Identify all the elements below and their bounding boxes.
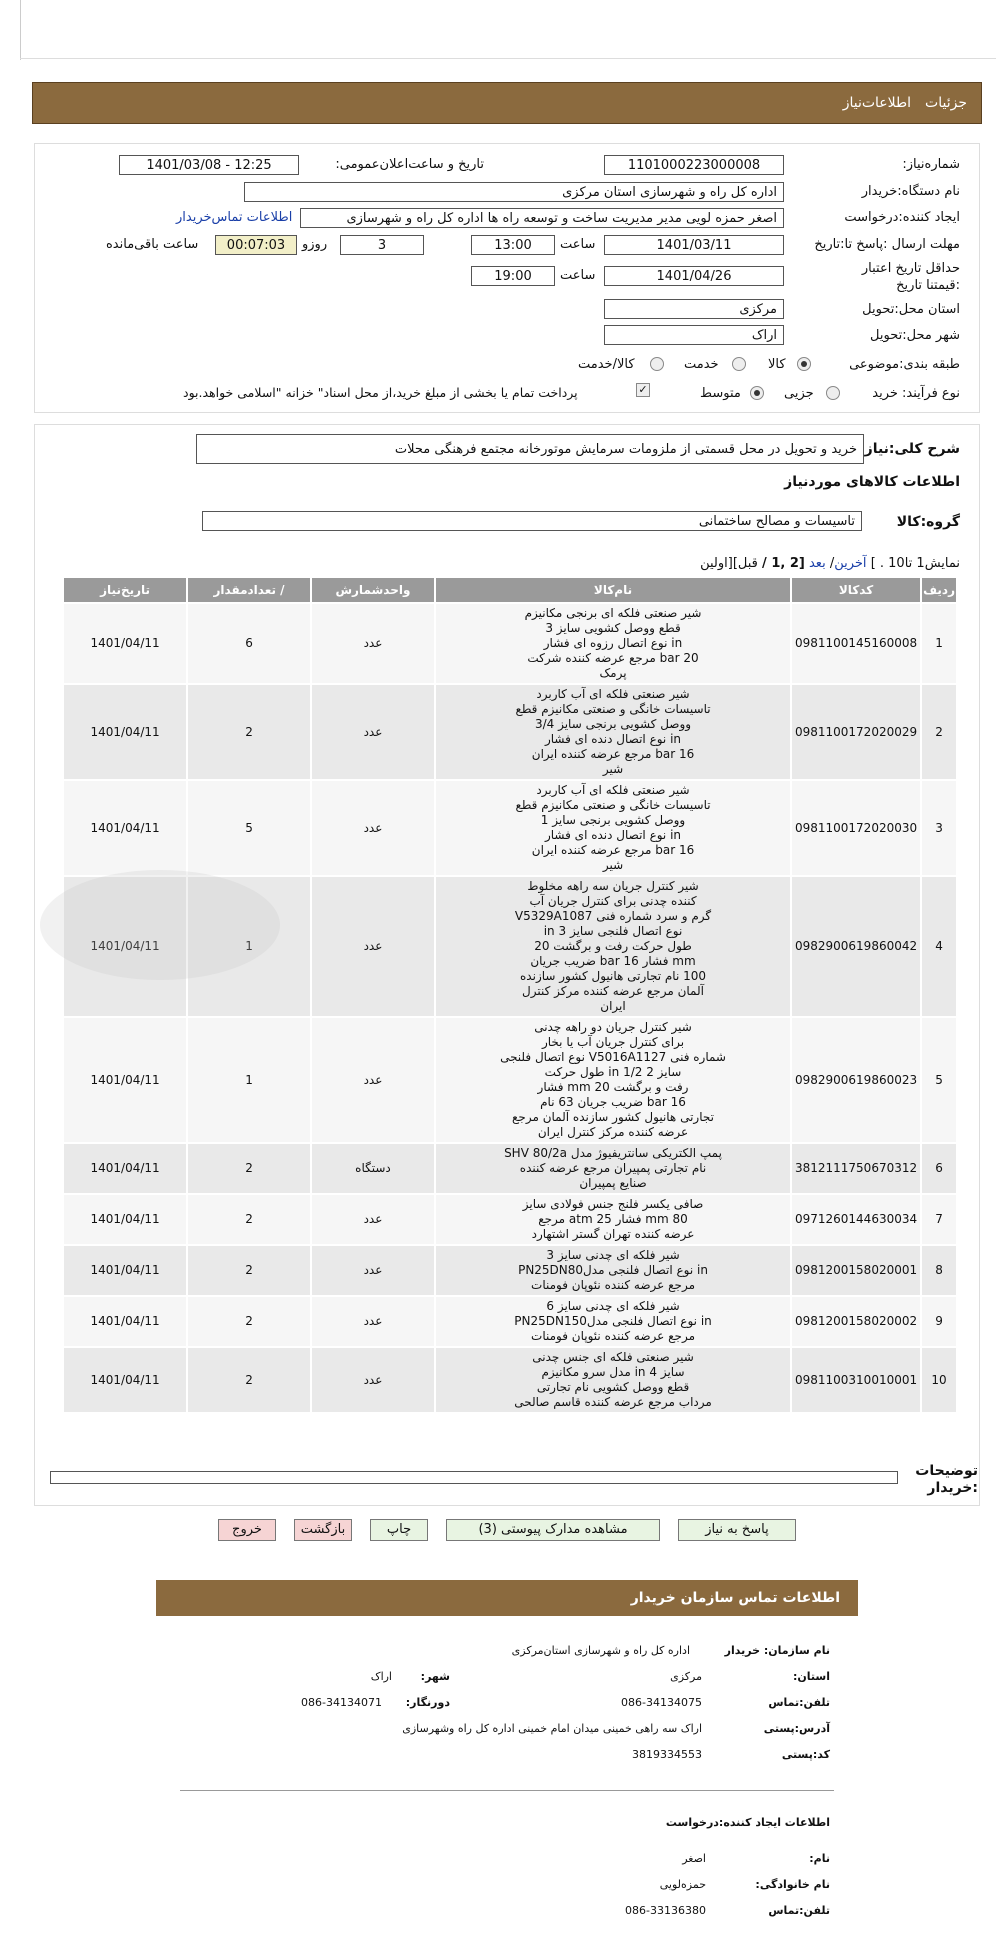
cell-unit: عدد	[312, 1348, 434, 1412]
item-name-line: صافی یکسر فلنج جنس فولادی سایز	[522, 1197, 704, 1211]
items-table-body	[64, 604, 956, 1412]
cell-unit: عدد	[312, 1246, 434, 1295]
creator-field: اصغر حمزه لویی مدیر مدیریت ساخت و توسعه راه ها اداره کل راه و شهرسازی	[300, 208, 784, 228]
item-name-line: ایران	[600, 999, 626, 1013]
item-name-line: شیر کنترل جریان دو راهه چدنی	[534, 1020, 692, 1034]
pager-prev-first[interactable]: قبل][اولین	[700, 556, 758, 571]
cell-quantity: 2	[188, 1195, 310, 1244]
cell-row-number: 3	[922, 781, 956, 875]
reply-button[interactable]: پاسخ به نیاز	[678, 1519, 796, 1541]
validity-time-field: 19:00	[471, 266, 555, 286]
deadline-label: مهلت ارسال :پاسخ تا:تاریخ	[814, 237, 960, 252]
announce-datetime-label: تاریخ و ساعت‌اعلان‌عمومی:	[335, 157, 484, 172]
cell-item-name	[436, 685, 790, 779]
org-name-value: اداره کل راه و شهرسازی استان‌مرکزی	[511, 1644, 690, 1657]
table-row	[64, 685, 956, 779]
cell-need-date: 1401/04/11	[64, 1144, 186, 1193]
table-row	[64, 781, 956, 875]
cell-quantity: 1	[188, 1018, 310, 1142]
city-label: شهر:	[420, 1670, 450, 1683]
cell-item-name	[436, 1144, 790, 1193]
table-row	[64, 1297, 956, 1346]
creator-phone-label: تلفن:تماس	[768, 1904, 830, 1917]
col-date: تاریخ‌نیاز	[64, 578, 186, 602]
treasury-payment-note: پرداخت تمام یا بخشی از مبلغ خرید،از محل اسناد" خزانه "اسلامی خواهد.بود	[183, 385, 578, 400]
pager-last-link[interactable]: آخرین	[834, 556, 867, 571]
cell-need-date: 1401/04/11	[64, 1195, 186, 1244]
items-table	[62, 576, 958, 1414]
creator-phone-value: 086-33136380	[625, 1904, 706, 1917]
cell-item-name	[436, 877, 790, 1016]
buyer-org-label: نام دستگاه:خریدار	[861, 184, 960, 199]
radio-medium[interactable]	[750, 386, 764, 400]
cell-item-code: 0971260144630034	[792, 1195, 920, 1244]
page-top-rule	[20, 58, 996, 59]
item-name-line: شیر کنترل جریان سه راهه مخلوط	[527, 879, 699, 893]
cell-item-code: 0981100172020029	[792, 685, 920, 779]
cell-quantity: 5	[188, 781, 310, 875]
cell-need-date: 1401/04/11	[64, 685, 186, 779]
cell-unit: دستگاه	[312, 1144, 434, 1193]
cell-unit: عدد	[312, 685, 434, 779]
need-number-field: 1101000223000008	[604, 155, 784, 175]
cell-need-date: 1401/04/11	[64, 877, 186, 1016]
cell-row-number: 2	[922, 685, 956, 779]
cell-row-number: 6	[922, 1144, 956, 1193]
announce-datetime-field: 1401/03/08 - 12:25	[119, 155, 299, 175]
cell-item-code: 0982900619860042	[792, 877, 920, 1016]
item-name-line: شیر	[602, 762, 624, 776]
remaining-label: ساعت باقی‌مانده	[106, 237, 199, 252]
pager-next-link[interactable]: بعد	[808, 556, 826, 571]
first-name-label: نام:	[809, 1852, 830, 1865]
item-name-line: مرداب مرجع عرضه کننده قاسم صالحی	[514, 1395, 712, 1409]
item-name-line: شیر فلکه ای چدنی سایز 6	[546, 1299, 680, 1313]
cell-quantity: 2	[188, 685, 310, 779]
cell-unit: عدد	[312, 781, 434, 875]
item-name-line: in نوع اتصال رزوه ای فشار	[543, 636, 683, 650]
need-number-label: شماره‌نیاز:	[902, 157, 960, 172]
item-name-line: تاسیسات خانگی و صنعتی مکانیزم قطع	[515, 798, 711, 812]
validity-date-field: 1401/04/26	[604, 266, 784, 286]
items-table-header	[64, 578, 956, 602]
cell-unit: عدد	[312, 1297, 434, 1346]
validity-time-label: ساعت	[560, 268, 596, 283]
cell-item-name	[436, 1018, 790, 1142]
item-name-line: قطع ووصل کشویی نام تجارتی	[536, 1380, 690, 1394]
item-name-line: قطع ووصل کشویی سایز 3	[545, 621, 681, 635]
fax-label: دورنگار:	[405, 1696, 450, 1709]
item-name-line: شیر صنعتی فلکه ای برنجی مکانیزم	[524, 606, 702, 620]
cell-quantity: 2	[188, 1144, 310, 1193]
item-name-line: نام تجارتی پمپیران مرجع عرضه کننده	[519, 1161, 707, 1175]
col-name: نام‌کالا	[436, 578, 790, 602]
item-name-line: سایز 4 in مدل سرو مکانیزم	[541, 1365, 685, 1379]
treasury-payment-checkbox[interactable]: ✓	[636, 383, 650, 397]
cell-row-number: 7	[922, 1195, 956, 1244]
org-name-label: نام سازمان: خریدار	[724, 1644, 830, 1657]
item-name-line: 16 bar مرجع عرضه کننده ایران	[531, 843, 695, 857]
item-name-line: کننده چدنی برای کنترل جریان آب	[529, 894, 697, 908]
delivery-city-field: اراک	[604, 325, 784, 345]
cell-need-date: 1401/04/11	[64, 1348, 186, 1412]
radio-medium-label: متوسط	[700, 386, 741, 401]
attachments-button[interactable]: مشاهده مدارک پیوستی (3)	[446, 1519, 660, 1541]
item-name-line: 16 bar ضریب جریان 63 نام	[540, 1095, 686, 1109]
contact-divider	[180, 1790, 834, 1791]
process-type-label: نوع فرآیند: خرید	[872, 386, 960, 401]
table-row	[64, 1348, 956, 1412]
days-field: 3	[340, 235, 424, 255]
goods-info-title: اطلاعات کالاهای موردنیاز	[784, 474, 960, 490]
item-name-line: آلمان مرجع عرضه کننده مرکز کنترل	[522, 984, 704, 998]
item-name-line: طول حرکت رفت و برگشت 20	[534, 939, 692, 953]
item-name-line: گرم و سرد شماره فنی V5329A1087	[514, 909, 712, 923]
item-name-line: mm فشار 16 bar ضریب جریان	[530, 954, 696, 968]
delivery-province-label: استان محل:تحویل	[862, 302, 960, 317]
item-name-line: شیر صنعتی فلکه ای آب کاربرد	[536, 783, 690, 797]
print-button[interactable]: چاپ	[370, 1519, 428, 1541]
cell-row-number: 8	[922, 1246, 956, 1295]
col-qty: / تعدادمقدار	[188, 578, 310, 602]
page-left-rule	[20, 0, 21, 60]
postal-value: 3819334553	[632, 1748, 702, 1761]
delivery-city-label: شهر محل:تحویل	[870, 328, 960, 343]
buyer-org-field: اداره کل راه و شهرسازی استان مرکزی	[244, 182, 784, 202]
first-name-value: اصغر	[682, 1852, 706, 1865]
item-name-line: شیر صنعتی فلکه ای جنس چدنی	[532, 1350, 694, 1364]
buyer-contact-link[interactable]: اطلاعات تماس‌خریدار	[176, 210, 293, 225]
province-value: مرکزی	[670, 1670, 702, 1683]
phone-label: تلفن:تماس	[768, 1696, 830, 1709]
cell-item-code: 0981100310010001	[792, 1348, 920, 1412]
radio-service[interactable]	[732, 357, 746, 371]
cell-unit: عدد	[312, 1018, 434, 1142]
item-name-line: in نوع اتصال فلنجی مدلPN25DN150	[514, 1314, 712, 1328]
contact-section-title: اطلاعات تماس سازمان خریدار	[156, 1580, 858, 1616]
watermark	[40, 870, 280, 980]
postal-label: کد:پستی	[781, 1748, 830, 1761]
item-name-line: نوع اتصال فلنجی سایز 3 in	[543, 924, 683, 938]
item-name-line: ووصل کشویی برنجی سایز 1	[540, 813, 686, 827]
deadline-time-field: 13:00	[471, 235, 555, 255]
cell-quantity: 2	[188, 1246, 310, 1295]
cell-row-number: 10	[922, 1348, 956, 1412]
header-tabs	[32, 82, 982, 124]
radio-partial-label: جزیی	[784, 386, 814, 401]
cell-item-name	[436, 781, 790, 875]
cell-row-number: 5	[922, 1018, 956, 1142]
cell-unit: عدد	[312, 604, 434, 683]
cell-need-date: 1401/04/11	[64, 1018, 186, 1142]
goods-group-field: تاسیسات و مصالح ساختمانی	[202, 511, 862, 531]
table-row	[64, 1195, 956, 1244]
item-name-line: تاسیسات خانگی و صنعتی مکانیزم قطع	[515, 702, 711, 716]
cell-item-code: 0982900619860023	[792, 1018, 920, 1142]
item-name-line: صنایع پمپیران	[579, 1176, 647, 1190]
cell-item-code: 0981100145160008	[792, 604, 920, 683]
cell-need-date: 1401/04/11	[64, 1246, 186, 1295]
exit-button[interactable]: خروج	[218, 1519, 276, 1541]
table-row	[64, 1246, 956, 1295]
fax-value: 086-34134071	[301, 1696, 382, 1709]
table-row	[64, 604, 956, 683]
province-label: استان:	[793, 1670, 830, 1683]
radio-goods-label: کالا	[768, 357, 786, 372]
radio-partial[interactable]	[826, 386, 840, 400]
cell-quantity: 1	[188, 877, 310, 1016]
item-name-line: شیر فلکه ای چدنی سایز 3	[546, 1248, 680, 1262]
days-label: روزو	[302, 237, 328, 252]
summary-label: شرح کلی:نیاز	[864, 441, 960, 457]
item-name-line: سایز 2 1/2 in طول حرکت	[544, 1065, 682, 1079]
cell-quantity: 2	[188, 1297, 310, 1346]
item-name-line: 100 نام تجارتی هانیول کشور سازنده	[520, 969, 707, 983]
col-unit: واحدشمارش	[312, 578, 434, 602]
validity-label: حداقل تاریخ اعتبار :قیمتنا تاریخ	[861, 261, 960, 293]
item-name-line: پمپ الکتریکی سانتریفیوژ مدل SHV 80/2a	[504, 1146, 722, 1160]
last-name-value: حمزه‌لویی	[659, 1878, 706, 1891]
cell-quantity: 6	[188, 604, 310, 683]
radio-goods-service-label: کالا/خدمت	[578, 357, 635, 372]
radio-service-label: خدمت	[684, 357, 719, 372]
item-name-line: شماره فنی V5016A1127 نوع اتصال فلنجی	[500, 1050, 726, 1064]
cell-quantity: 2	[188, 1348, 310, 1412]
buyer-notes-field	[50, 1471, 898, 1484]
cell-row-number: 4	[922, 877, 956, 1016]
cell-row-number: 9	[922, 1297, 956, 1346]
item-name-line: عرضه کننده تهران گستر اشتهارد	[531, 1227, 695, 1241]
item-name-line: in نوع اتصال دنده ای فشار	[544, 732, 682, 746]
item-name-line: شیر صنعتی فلکه ای آب کاربرد	[536, 687, 690, 701]
delivery-province-field: مرکزی	[604, 299, 784, 319]
cell-item-code: 0981200158020002	[792, 1297, 920, 1346]
item-name-line: مرجع عرضه کننده نئوپان فومنات	[531, 1278, 695, 1292]
cell-item-name	[436, 1348, 790, 1412]
item-name-line: عرضه کننده مرکز کنترل ایران	[537, 1125, 689, 1139]
cell-item-code: 3812111750670312	[792, 1144, 920, 1193]
address-value: اراک سه راهی خمینی میدان امام خمینی اداره کل راه وشهرسازی	[402, 1722, 702, 1735]
remaining-timer: 00:07:03	[215, 235, 297, 255]
item-name-line: پرمک	[599, 666, 627, 680]
deadline-time-label: ساعت	[560, 237, 596, 252]
pager-range: نمایش1 تا10 . ]	[870, 556, 960, 571]
table-row	[64, 1144, 956, 1193]
item-name-line: برای کنترل جریان آب یا بخار	[541, 1035, 685, 1049]
cell-item-code: 0981100172020030	[792, 781, 920, 875]
item-name-line: in نوع اتصال دنده ای فشار	[544, 828, 682, 842]
cell-item-code: 0981200158020001	[792, 1246, 920, 1295]
radio-goods-service[interactable]	[650, 357, 664, 371]
creator-label: ایجاد کننده:درخواست	[844, 210, 960, 225]
col-row: ردیف	[922, 578, 956, 602]
pager: نمایش1 تا10 . ] آخرین/ بعد [2 ,1 / قبل][اولین	[700, 556, 960, 571]
table-row	[64, 1018, 956, 1142]
item-name-line: رفت و برگشت 20 mm فشار	[537, 1080, 689, 1094]
cell-item-name	[436, 1195, 790, 1244]
pager-pages: [2 ,1 /	[762, 556, 805, 571]
item-name-line: شیر	[602, 858, 624, 872]
last-name-label: نام خانوادگی:	[755, 1878, 830, 1891]
cell-unit: عدد	[312, 877, 434, 1016]
cell-item-name	[436, 1297, 790, 1346]
cell-need-date: 1401/04/11	[64, 604, 186, 683]
item-name-line: 20 bar مرجع عرضه کننده شرکت	[527, 651, 699, 665]
tab-need-info[interactable]: اطلاعات‌نیاز	[842, 95, 912, 111]
back-button[interactable]: بازگشت	[294, 1519, 352, 1541]
cell-unit: عدد	[312, 1195, 434, 1244]
item-name-line: ووصل کشویی برنجی سایز 3/4	[534, 717, 692, 731]
creator-info-title: اطلاعات ایجاد کننده:درخواست	[665, 1816, 830, 1829]
item-name-line: 80 mm فشار 25 atm مرجع	[538, 1212, 688, 1226]
radio-goods[interactable]	[797, 357, 811, 371]
deadline-date-field: 1401/03/11	[604, 235, 784, 255]
address-label: آدرس:پستی	[763, 1722, 830, 1735]
item-name-line: in نوع اتصال فلنجی مدلPN25DN80	[518, 1263, 708, 1277]
cell-need-date: 1401/04/11	[64, 1297, 186, 1346]
cell-item-name	[436, 1246, 790, 1295]
item-name-line: مرجع عرضه کننده نئوپان فومنات	[531, 1329, 695, 1343]
tab-details[interactable]: جزئیات	[925, 95, 967, 111]
col-code: کدکالا	[792, 578, 920, 602]
goods-group-label: گروه:کالا	[896, 514, 960, 530]
summary-field: خرید و تحویل در محل قسمتی از ملزومات سرمایش موتورخانه مجتمع فرهنگی محلات	[196, 434, 864, 464]
buyer-notes-label: توضیحات :خریدار	[915, 1463, 978, 1496]
cell-item-name	[436, 604, 790, 683]
cell-need-date: 1401/04/11	[64, 781, 186, 875]
city-value: اراک	[370, 1670, 392, 1683]
cell-row-number: 1	[922, 604, 956, 683]
category-label: طبقه بندی:موضوعی	[849, 357, 960, 372]
phone-value: 086-34134075	[621, 1696, 702, 1709]
item-name-line: تجارتی هانیول کشور سازنده آلمان مرجع	[512, 1110, 714, 1124]
item-name-line: 16 bar مرجع عرضه کننده ایران	[531, 747, 695, 761]
